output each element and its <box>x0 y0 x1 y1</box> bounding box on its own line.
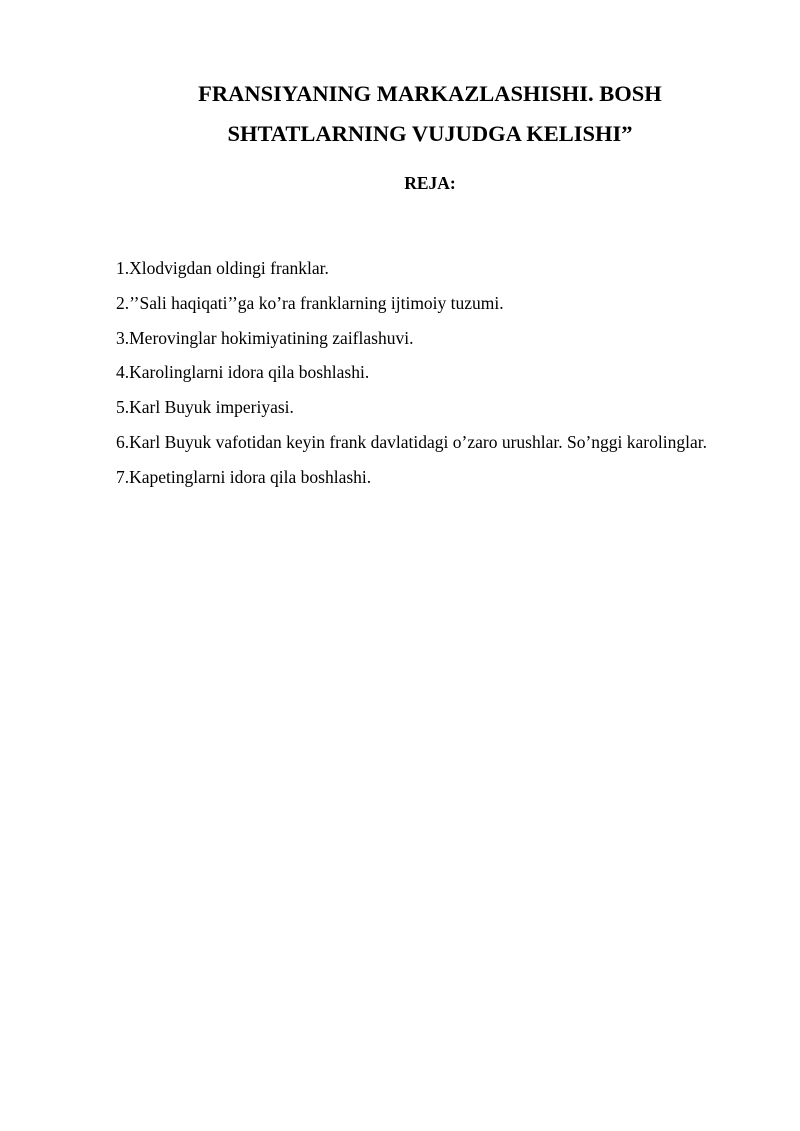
plan-item-3: 3.Merovinglar hokimiyatining zaiflashuvi. <box>116 327 414 348</box>
plan-item-7: 7.Kapetinglarni idora qila boshlashi. <box>116 466 372 487</box>
plan-item-2: 2.’’Sali haqiqati’’ga ko’ra franklarning ijtimoiy tuzumi. <box>116 292 504 313</box>
plan-list <box>116 251 716 495</box>
title-line-1: FRANSIYANING MARKAZLASHISHI. BOSH <box>198 81 662 106</box>
plan-item-6: 6.Karl Buyuk vafotidan keyin frank davlatidagi o’zaro urushlar. So’nggi karolinglar. <box>116 431 707 452</box>
plan-heading: REJA: <box>404 173 456 193</box>
title-line-2: SHTATLARNING VUJUDGA KELISHI” <box>227 121 633 146</box>
document-title <box>110 74 750 154</box>
plan-item-1: 1.Xlodvigdan oldingi franklar. <box>116 258 329 278</box>
plan-item-4: 4.Karolinglarni idora qila boshlashi. <box>116 362 370 383</box>
plan-item-5: 5.Karl Buyuk imperiyasi. <box>116 397 294 418</box>
